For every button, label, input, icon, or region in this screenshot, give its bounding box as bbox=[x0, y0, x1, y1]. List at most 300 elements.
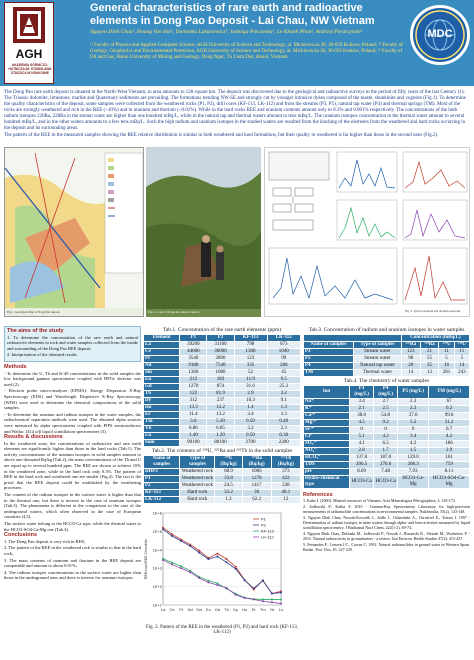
data-point bbox=[244, 579, 246, 581]
legend-label: P1 bbox=[261, 516, 266, 522]
mdc-logo bbox=[410, 5, 470, 65]
table-header-cell: ²³⁸U (Bq/kg) bbox=[215, 456, 242, 469]
table-cell: 10.3 bbox=[234, 398, 267, 405]
table-cell: Stream water bbox=[353, 349, 401, 356]
table-cell: 373 bbox=[271, 469, 300, 476]
result-1: In the weathered zone, the concentrations of radioactive and rare earth elements are significantly higher than those in the hard rocks (Tab.1). The activity concentrations of the uranium isotopes in solid samples amount to above one thousand Bq/kg (Tab.2), the mass concentrations of the Th and U are equal up to several hundred ppm. The REE are shown to achieve 10% in the weathered zone, while in the hard rock only 0.3%. The pattern of REE in the hard rock and weathered one are similar (Fig.2). The fact is the proof that the REE deposit could be established by the weathering processes. bbox=[4, 440, 141, 491]
table-cell: 1270 bbox=[180, 384, 207, 391]
data-point bbox=[198, 552, 200, 554]
data-point bbox=[226, 558, 228, 560]
data-point bbox=[189, 571, 191, 573]
table-row bbox=[144, 497, 301, 504]
table-cell: 37.0 bbox=[398, 413, 429, 420]
data-point bbox=[262, 598, 264, 600]
table-header-cell: Name of samples bbox=[144, 456, 180, 469]
aim-1: 1. To determine the concentration of the rare earth and natural radioactive elements in rock and water samples collected from the inside and surrounding of the Dong Pao REE deposit. bbox=[7, 334, 138, 351]
table-cell: 1.20 bbox=[207, 433, 234, 440]
table-cell: 2.7 bbox=[374, 399, 398, 406]
table-header-cell: P4 (mg/L) bbox=[374, 386, 398, 399]
table-cell: 54.8 bbox=[374, 413, 398, 420]
table-row bbox=[144, 349, 301, 356]
table-cell: 874 bbox=[207, 384, 234, 391]
table-header-cell: Element bbox=[144, 335, 180, 342]
table-cell: HCO3-Ca bbox=[350, 476, 374, 489]
conclusion-2: 2. The pattern of the REE in the weathered rock is similar to that in the hard rock; bbox=[4, 545, 141, 556]
data-point bbox=[244, 597, 246, 599]
table-cell: 67 bbox=[429, 399, 470, 406]
table-cell: Sm bbox=[144, 370, 180, 377]
x-tick-label: Dy bbox=[233, 607, 239, 612]
spectrum-panel bbox=[264, 147, 470, 317]
table-cell: 3.4 bbox=[234, 412, 267, 419]
table-cell: 186 bbox=[429, 441, 470, 448]
reference-item: 3. Nguyen Dinh Chau, Nowak-Kowalik J., Jodła J., Ochmiński A., Chruściel E., Tomza I. 1997 - Determination of radium isotopes in mine waters through alpha- and beta-activities measured by liquid scintillation spectrometry. J Radioanal Nucl Chem, 222(1-2), 69-74. bbox=[303, 515, 470, 530]
data-point bbox=[180, 567, 182, 569]
table-cell: 62.2 bbox=[242, 497, 271, 504]
table-cell: 1278 bbox=[242, 476, 271, 483]
table-cell: 9.2 bbox=[374, 420, 398, 427]
table-cell: 3.4 bbox=[350, 399, 374, 406]
table-cell: 276.6 bbox=[374, 462, 398, 469]
table-group-header: Concentration (mBq/L) bbox=[401, 335, 469, 342]
table-header-cell: KF-113 bbox=[234, 335, 267, 342]
table-cell: 14 bbox=[454, 363, 469, 370]
table-cell: Weathered rock bbox=[181, 483, 214, 488]
figures-row bbox=[4, 147, 470, 325]
table-cell: 6.86 bbox=[180, 426, 207, 433]
result-3: The surface water belong to the HCO3-Ca type, while the thermal water to the HCO3-SO4-Ca-Mg one (Tab.4). bbox=[4, 521, 141, 532]
table-cell: 187.0 bbox=[374, 455, 398, 462]
table-cell: 90 bbox=[401, 356, 420, 363]
table-row bbox=[304, 455, 470, 462]
table-cell: 3540 bbox=[180, 356, 207, 363]
table-header-cell: ²³⁴U bbox=[439, 342, 454, 349]
table-cell: 123 bbox=[234, 356, 267, 363]
table-cell: 6.2 bbox=[429, 406, 470, 413]
table-header-cell: ²²⁸Ra bbox=[420, 342, 439, 349]
table-cell: 2.3 bbox=[398, 406, 429, 413]
data-point bbox=[280, 603, 282, 605]
ree-pattern-chart bbox=[143, 507, 301, 619]
table-cell: Sr²⁺ bbox=[304, 427, 350, 434]
table-row bbox=[304, 462, 470, 469]
table-cell: 99100 bbox=[180, 440, 207, 447]
x-tick-label: Ho bbox=[242, 607, 248, 612]
table-cell: 3.3 bbox=[267, 412, 300, 419]
data-point bbox=[171, 533, 173, 535]
x-tick-label: Tb bbox=[224, 607, 229, 612]
data-point bbox=[280, 592, 282, 594]
table-cell: 16 bbox=[439, 363, 454, 370]
table-cell: Eu bbox=[144, 377, 180, 384]
table-cell: LK-112 bbox=[144, 497, 180, 504]
table-cell: Stream water bbox=[353, 356, 401, 363]
table-row bbox=[304, 476, 470, 489]
legend-label: KF-113 bbox=[261, 528, 274, 534]
table-cell: 0.40 bbox=[267, 419, 300, 426]
table-cell: 1066 bbox=[242, 469, 271, 476]
aim-2: 2. Interpretation of the obtained results bbox=[7, 352, 77, 358]
table-row bbox=[144, 433, 301, 440]
table-cell: TDS bbox=[304, 462, 350, 469]
data-point bbox=[180, 540, 182, 542]
table-cell: 12 bbox=[271, 497, 300, 504]
agh-logo-subtitle: AKADEMIA GÓRNICZO-HUTNICZA IM. STANISŁAWA STASZICA W KRAKOWIE bbox=[8, 63, 52, 75]
table-row bbox=[144, 490, 301, 497]
intro-text bbox=[4, 90, 470, 140]
table-cell: 1.4 bbox=[234, 405, 267, 412]
table-row bbox=[304, 413, 470, 420]
method-2: - Electron probe micro-analyser (EPMA): Energy Dispersion X-Ray Spectroscopy (EDS) and Wavelength Dispersive X-Ray Spectroscopy (WDS) were used to determine the chemical compositions of the solid samples. bbox=[4, 388, 141, 411]
table-cell: 2.1 bbox=[350, 406, 374, 413]
table-cell: 13.2 bbox=[207, 412, 234, 419]
table-cell: 21 bbox=[420, 349, 439, 356]
table-header-cell: P2 bbox=[207, 335, 234, 342]
poster-header bbox=[0, 0, 474, 86]
table-cell: TM bbox=[304, 370, 354, 377]
table4-water-chemistry bbox=[303, 385, 470, 489]
table-cell: 9180 bbox=[180, 363, 207, 370]
y-axis-label: REE/rock/REE Chondrite bbox=[144, 538, 148, 580]
table-cell: 39200 bbox=[180, 342, 207, 349]
x-tick-label: La bbox=[160, 607, 166, 612]
table-row bbox=[304, 420, 470, 427]
table-cell: 0.7 bbox=[429, 427, 470, 434]
table-cell: 335 bbox=[234, 363, 267, 370]
table-cell: La bbox=[144, 342, 180, 349]
table-cell: 5 bbox=[439, 356, 454, 363]
chart-caption: Fig. 2. Pattern of the REE in the weathered (P1, P2) and hard rock (KF-113, LK-112) bbox=[145, 625, 298, 635]
reference-item: 2. Jodłowski P., Kalita S. 2010 - Gamma-Ray Spectrometry Laboratory for high-precision measurements of radionuclide concentrations in environmental samples. Nukleonika, 55(2), 143-148. bbox=[303, 504, 470, 514]
table-row bbox=[144, 483, 301, 490]
table-cell: 2700 bbox=[234, 440, 267, 447]
table-cell: 7540 bbox=[207, 363, 234, 370]
table-header-cell: Ion bbox=[304, 386, 350, 399]
mdc-logo-text: MDC bbox=[427, 28, 453, 40]
table-cell: 25 bbox=[420, 363, 439, 370]
table-cell: 81.9 bbox=[207, 391, 234, 398]
table-cell: 3.4 bbox=[398, 434, 429, 441]
table-cell: Weathered rock bbox=[181, 469, 214, 474]
y-tick-label: 1E+1 bbox=[152, 602, 162, 608]
intro-paragraph-1: The Dong Pao rare earth deposit is situated in the North-West Vietnam, in area amounts to 120 square km. The deposit was discovered due to the geological and radioactive surveys in the period of fifty years of the last Century (1). The Triassic dolomite, limestone, marble and Quaternary sediments are prevailing. The formations trending NW-SE and strongly cut by younger intrusive dykes composed of the tuaste, shonkinite and vogesite (Fig.1). To determine the quality characteristics of the deposit, some samples were collected from the weathered rocks (P1, P2), drill cores (KF-113, LK-112) and from the streams (P3, P5), natural tap water (P4) and thermal springs (TM). Most of the rocks are strongly weathered and rich in the REE (~10%) and in uranium and thorium (~0.01%). While in the hard rocks REE and uranium contents amount only to 0.3% and 0.001% respectively. The concentrations of the both radium isotopes 226Ra, 228Ra in the stream water are higher than one hundred mBq/L, while in the natural tap and thermal waters amount to tens mBq/L. The uranium isotopes concentration in the thermal water amount to several hundred mBq/L, and in the other waters amounts to a few tens mBq/L. Such the high radium and uranium isotopes in the studied waters are resulted from the leaching of the elements from the weathered and hard rocks occurring in the deposit and its surrounding areas. bbox=[4, 90, 466, 131]
data-point bbox=[271, 601, 273, 603]
agh-logo bbox=[4, 2, 54, 84]
table-header-cell: ²³⁸U bbox=[454, 342, 469, 349]
aims-heading: The aims of the study bbox=[7, 328, 64, 334]
table-cell: 31.2 bbox=[429, 420, 470, 427]
data-point bbox=[171, 563, 173, 565]
spectrum-images bbox=[265, 148, 471, 308]
table-cell: 123 bbox=[401, 349, 420, 356]
table-cell: P3 bbox=[304, 349, 354, 356]
table-row bbox=[144, 342, 301, 349]
table-row bbox=[304, 469, 470, 476]
geological-map-image bbox=[5, 148, 144, 308]
reference-item: 5. Fernandes F., Lenzen J.C., Correa C. 1992. Natural radionuclides in ground water in Western Spain. Radiat. Prot. Dos, 45: 227-229. bbox=[303, 542, 470, 552]
geological-map bbox=[4, 147, 144, 317]
table-cell: 38.0 bbox=[350, 413, 374, 420]
table-cell: P1 bbox=[144, 476, 180, 483]
table-cell: Ca²⁺ bbox=[304, 413, 350, 420]
table-cell: Dy bbox=[144, 398, 180, 405]
intro-paragraph-2: The pattern of the REE in the measured samples showing the REE relative distribution is similar in both weathered and hard formations, but their quality in weathered is far higher than those in the second ones (Fig.2). bbox=[4, 133, 439, 138]
table-cell: 55 bbox=[420, 356, 439, 363]
data-point bbox=[180, 565, 182, 567]
table-cell: 45 bbox=[267, 370, 300, 377]
table-header-cell: Name of samples bbox=[304, 342, 354, 349]
data-point bbox=[253, 598, 255, 600]
table-row bbox=[144, 384, 301, 391]
data-point bbox=[235, 568, 237, 570]
table-cell: 208.3 bbox=[398, 462, 429, 469]
data-point bbox=[207, 581, 209, 583]
data-point bbox=[280, 598, 282, 600]
table-cell: 3.2 bbox=[267, 391, 300, 398]
x-tick-label: Gd bbox=[214, 607, 221, 612]
table-header-cell: ²³²Th (Bq/kg) bbox=[271, 456, 300, 469]
table-cell: 52 bbox=[234, 370, 267, 377]
table-row bbox=[304, 363, 470, 370]
table-cell: Gd bbox=[144, 384, 180, 391]
table-cell: SO₄²⁻ bbox=[304, 441, 350, 448]
table-row bbox=[304, 427, 470, 434]
table-header-cell: P1 bbox=[180, 335, 207, 342]
fig3-caption: Fig. 3. Typical uranium and thorium spectrum bbox=[405, 309, 461, 313]
table-cell: 0.30 bbox=[267, 433, 300, 440]
table-cell: 1040 bbox=[267, 349, 300, 356]
table-cell: Hard rock bbox=[180, 490, 215, 497]
table-cell: 1.5 bbox=[398, 448, 429, 455]
table4-caption: Tab.4. The chemistry of water samples bbox=[343, 378, 430, 384]
methods-heading: Methods bbox=[4, 363, 27, 370]
table-cell: 4.1 bbox=[350, 441, 374, 448]
table-cell: Er bbox=[144, 412, 180, 419]
table-cell: DDP3 bbox=[144, 469, 180, 476]
table-cell: 99 bbox=[267, 356, 300, 363]
y-tick-label: 1E+3 bbox=[152, 565, 162, 571]
table-header-cell: Type of samples bbox=[353, 342, 401, 349]
table-cell: 8.11 bbox=[429, 469, 470, 476]
table-header-cell: P3 (mg/L) bbox=[350, 386, 374, 399]
table-cell: 422 bbox=[271, 476, 300, 483]
table-cell: 7.93 bbox=[398, 469, 429, 476]
table-cell: Hard rock bbox=[180, 497, 215, 504]
table-cell: 2.8 bbox=[350, 448, 374, 455]
table-row bbox=[304, 441, 470, 448]
table-cell: Nd bbox=[144, 363, 180, 370]
table-cell: 9.5 bbox=[267, 377, 300, 384]
table-cell: 122 bbox=[180, 391, 207, 398]
table-row bbox=[144, 412, 301, 419]
data-point bbox=[271, 593, 273, 595]
method-3: - To determine the uranium and radium isotopes in the water samples, the radiochemical separation methods were used. The obtained alpha sources were measured by alpha spectrometer coupled with PIPS semiconductor and Wallac 1414 α/β liquid scintillation spectrometer (3). bbox=[4, 411, 141, 434]
table-cell: 11 bbox=[454, 349, 469, 356]
table-cell: 183 bbox=[207, 377, 234, 384]
left-column bbox=[4, 326, 141, 656]
table-cell: 24.5 bbox=[215, 483, 242, 490]
aims-box bbox=[4, 326, 141, 362]
poster-affiliations: ¹⁾ Faculty of Physics and Applied Computer Science, AGH University of Science and Technology, al. Mickiewicza 30, 30-059 Krakow, Poland; ²⁾ Faculty of Geology, Geophysics and Environmental Protection, AGH University of Science and Technology, al. Mickiewicza 30, 30-059 Kraków, Poland; ³⁾ Faculty of Oil and Gas, Hanoi University of Mining and Geology, Dong Ngac, Tu Liem Dist, Hanoi, Vietnam bbox=[90, 43, 403, 61]
table-cell: 312 bbox=[180, 398, 207, 405]
data-point bbox=[207, 558, 209, 560]
table-cell: 0 bbox=[350, 427, 374, 434]
table-cell: 129.0 bbox=[398, 455, 429, 462]
x-tick-label: Pr bbox=[179, 607, 184, 612]
table-cell: 99.8 bbox=[429, 413, 470, 420]
table-row bbox=[304, 370, 470, 377]
data-point bbox=[235, 594, 237, 596]
table-header-cell: P5 (mg/L) bbox=[398, 386, 429, 399]
table-cell: 759 bbox=[429, 462, 470, 469]
table-cell: 2.3 bbox=[398, 399, 429, 406]
table-cell: 798 bbox=[234, 342, 267, 349]
table-header-cell: Type of samples bbox=[180, 456, 215, 469]
table-cell: Mg²⁺ bbox=[304, 420, 350, 427]
table-row bbox=[144, 469, 301, 476]
table-cell: 40.1 bbox=[271, 490, 300, 497]
table-cell: 4.5 bbox=[350, 420, 374, 427]
poster-title: General characteristics of rare earth and radioactive elements in Dong Pao Deposit - Lai Chau, NW Vietnam bbox=[90, 2, 375, 27]
table1-ree-concentration bbox=[143, 334, 301, 447]
table-row bbox=[144, 419, 301, 426]
data-point bbox=[216, 582, 218, 584]
results-heading: Results & discussions bbox=[4, 434, 63, 441]
table3-caption: Tab.3. Concentration of radium and uranium isotopes in water samples bbox=[308, 327, 465, 333]
conclusion-3: 3. The mass contents of uranium and thorium in the REE deposit are comparable and amount to about 0.01%; bbox=[4, 557, 141, 569]
table-row bbox=[144, 370, 301, 377]
y-tick-label: 1E+5 bbox=[152, 528, 162, 534]
table-cell: 2.5 bbox=[374, 406, 398, 413]
table-cell: 2.3 bbox=[267, 426, 300, 433]
table-cell: 1300 bbox=[234, 349, 267, 356]
table-cell: 1360 bbox=[180, 370, 207, 377]
table-row bbox=[144, 405, 301, 412]
agh-emblem-icon bbox=[13, 7, 45, 43]
table-cell: 13 bbox=[420, 370, 439, 377]
agh-logo-text: AGH bbox=[15, 47, 43, 61]
data-point bbox=[162, 528, 164, 530]
legend-label: P2 bbox=[261, 522, 266, 528]
table-cell: HCO3-Ca bbox=[374, 476, 398, 489]
table-cell: HCO3-SO4-Ca-Mg bbox=[429, 476, 470, 489]
fig2-caption: Fig 2. A view of Dong Pao deposit outcrop bbox=[148, 310, 200, 314]
table-cell: 338 bbox=[271, 483, 300, 490]
table-cell: 673 bbox=[267, 342, 300, 349]
x-tick-label: Yb bbox=[269, 607, 275, 612]
x-tick-label: Nd bbox=[187, 607, 193, 612]
data-point bbox=[162, 559, 164, 561]
table-cell: Hydro-chemical type bbox=[304, 476, 350, 489]
table-cell: 5.1 bbox=[350, 434, 374, 441]
table-cell: Na⁺ bbox=[304, 399, 350, 406]
outcrop-photo-image bbox=[146, 147, 261, 309]
data-point bbox=[198, 550, 200, 552]
method-1: - To determine the U, Th and K-40 concentrations in the solid samples the low background gamma spectrometer coupled with HPGe detector was used (2). bbox=[4, 370, 141, 387]
table2-solid-samples bbox=[143, 455, 301, 504]
table-cell: 2.9 bbox=[234, 391, 267, 398]
table-cell: 68.9 bbox=[215, 469, 242, 476]
table-cell: pH bbox=[304, 469, 350, 476]
outcrop-photo bbox=[146, 147, 261, 317]
table-cell: Tm bbox=[144, 419, 180, 426]
table-cell: 5 bbox=[454, 356, 469, 363]
table-cell: Natural tap water bbox=[353, 363, 401, 370]
table-cell: 0 bbox=[398, 427, 429, 434]
table-cell: 33.2 bbox=[215, 490, 242, 497]
table2-caption: Tab.2. The contents of ²³⁸U, ²²⁶Ra and ²³²Th in the solid samples bbox=[151, 448, 293, 454]
table-cell: 11 bbox=[439, 349, 454, 356]
data-point bbox=[262, 600, 264, 602]
table-cell: 5.30 bbox=[207, 419, 234, 426]
table-cell: 4.2 bbox=[429, 434, 470, 441]
x-tick-label: Er bbox=[251, 607, 256, 612]
table-cell: Yb bbox=[144, 426, 180, 433]
table-cell: Weathered rock bbox=[181, 476, 214, 481]
y-tick-label: 1E+4 bbox=[152, 547, 162, 553]
table-cell: 137.0 bbox=[350, 455, 374, 462]
table-cell: 2890 bbox=[207, 356, 234, 363]
table-row bbox=[144, 476, 301, 483]
table-cell: 44600 bbox=[180, 349, 207, 356]
table-cell: 12.2 bbox=[207, 405, 234, 412]
table-header-cell: LK-112 bbox=[267, 335, 300, 342]
table-cell: 5.2 bbox=[398, 420, 429, 427]
table-cell: 25.3 bbox=[267, 384, 300, 391]
table-cell: 8.09 bbox=[350, 469, 374, 476]
table-cell: P4 bbox=[304, 363, 354, 370]
table3-water-isotopes bbox=[303, 334, 470, 377]
table-cell: 80100 bbox=[207, 440, 234, 447]
table-cell: NO₃⁻ bbox=[304, 448, 350, 455]
table-cell: Ce bbox=[144, 349, 180, 356]
reference-item: 1. Kubo I. (2000): Mineral resources of Vietnam. Acta Mineralogica Pétrographica, 2: 145-172. bbox=[303, 498, 456, 503]
data-point bbox=[262, 580, 264, 582]
table-cell: 3.2 bbox=[234, 426, 267, 433]
x-tick-label: Tm bbox=[259, 607, 266, 612]
table-cell: 212 bbox=[180, 377, 207, 384]
table-cell: 1.2 bbox=[215, 497, 242, 504]
x-tick-label: Eu bbox=[205, 607, 211, 612]
table-cell: Thermal water bbox=[353, 370, 401, 377]
data-point bbox=[226, 587, 228, 589]
table-row bbox=[144, 356, 301, 363]
table-cell: 0.50 bbox=[234, 419, 267, 426]
x-tick-label: Lu bbox=[278, 607, 284, 612]
data-point bbox=[171, 535, 173, 537]
table-row bbox=[144, 363, 301, 370]
table-cell: Lu bbox=[144, 433, 180, 440]
table-cell: 20 bbox=[401, 363, 420, 370]
conclusion-1: 1. The Dong Pao deposit is very rich in REE; bbox=[4, 538, 86, 544]
y-tick-label: 1E+6 bbox=[152, 510, 162, 516]
table-row bbox=[144, 426, 301, 433]
data-point bbox=[216, 584, 218, 586]
data-point bbox=[198, 577, 200, 579]
table-cell: 36000 bbox=[207, 349, 234, 356]
table-cell: Cl⁻ bbox=[304, 434, 350, 441]
table-row bbox=[144, 440, 301, 447]
table-row bbox=[144, 377, 301, 384]
right-column bbox=[303, 326, 470, 656]
reference-item: 4. Nguyen Dinh Chau, Dulinski M., Jodlowski P., Nowak J., Rozanski K., Sleziak M., Wachniew P. - 2011: Natural radioactivity in groundwaters - a review. Isot Environ. Health Studies 47(4): 415-437. bbox=[303, 531, 470, 541]
poster-authors: Nguyen Dinh Chau¹, Hoang Van Hai², Dominika Lukasiewicz³, Jadwiga Pieczonka¹, Le Khanh Phon², Andrzej Piestrzyński¹ bbox=[90, 29, 363, 35]
data-point bbox=[271, 598, 273, 600]
table-row bbox=[304, 434, 470, 441]
table-cell: 1.40 bbox=[180, 433, 207, 440]
table-cell: HCO₃⁻ bbox=[304, 455, 350, 462]
table-row bbox=[304, 349, 470, 356]
